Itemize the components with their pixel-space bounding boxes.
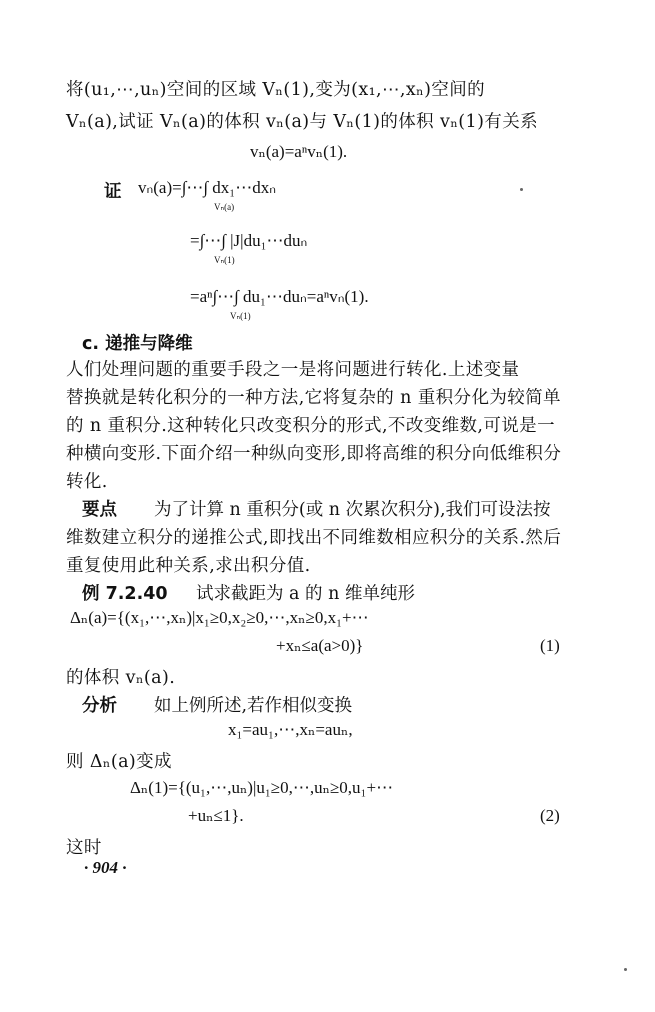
similarity-transform: x₁=au₁,⋯,xₙ=auₙ, (228, 720, 353, 739)
integral-subscript-3: Vₙ(1) (230, 311, 251, 321)
unit-simplex-line-1: Δₙ(1)={(u₁,⋯,uₙ)|u₁≥0,⋯,uₙ≥0,u₁+⋯ (130, 778, 394, 797)
para-line-2: 替换就是转化积分的一种方法,它将复杂的 n 重积分化为较简单 (66, 388, 561, 408)
transform-result-line: 则 Δₙ(a)变成 (66, 752, 172, 772)
example-label: 例 7.2.40 (82, 584, 168, 604)
then-line: 这时 (66, 838, 102, 858)
proof-step-3: =aⁿ∫⋯∫ du₁⋯duₙ=aⁿvₙ(1). (190, 287, 369, 306)
equation-relation: vₙ(a)=aⁿvₙ(1). (250, 142, 348, 161)
simplex-def-line-1: Δₙ(a)={(x₁,⋯,xₙ)|x₁≥0,x₂≥0,⋯,xₙ≥0,x₁+⋯ (70, 608, 369, 627)
section-heading: c. 递推与降维 (82, 334, 193, 354)
integral-subscript-2: Vₙ(1) (214, 255, 235, 265)
para-line-1: 人们处理问题的重要手段之一是将问题进行转化.上述变量 (66, 360, 520, 380)
equation-number-1: (1) (540, 636, 560, 655)
keypoint-line-3: 重复使用此种关系,求出积分值. (66, 556, 311, 576)
para-line-3: 的 n 重积分.这种转化只改变积分的形式,不改变维数,可说是一 (66, 416, 555, 436)
equation-number-2: (2) (540, 806, 560, 825)
unit-simplex-line-2: +uₙ≤1}. (188, 806, 244, 825)
text-line-2: Vₙ(a),试证 Vₙ(a)的体积 vₙ(a)与 Vₙ(1)的体积 vₙ(1)有关系 (66, 112, 538, 132)
page-number: · 904 · (84, 858, 127, 877)
para-line-4: 种横向变形.下面介绍一种纵向变形,即将高维的积分向低维积分 (66, 444, 562, 464)
text-line-1: 将(u₁,⋯,uₙ)空间的区域 Vₙ(1),变为(x₁,⋯,xₙ)空间的 (66, 80, 486, 100)
integral-subscript-1: Vₙ(a) (214, 202, 235, 212)
proof-step-2: =∫⋯∫ |J|du₁⋯duₙ (190, 231, 308, 250)
scan-speck (624, 968, 627, 971)
keypoint-label: 要点 (82, 500, 117, 520)
keypoint-line-2: 维数建立积分的递推公式,即找出不同维数相应积分的关系.然后 (66, 528, 562, 548)
example-text: 试求截距为 a 的 n 维单纯形 (196, 584, 415, 604)
proof-step-1: vₙ(a)=∫⋯∫ dx₁⋯dxₙ (138, 178, 276, 197)
analysis-text: 如上例所述,若作相似变换 (154, 696, 353, 716)
proof-label: 证 (104, 182, 122, 202)
volume-line: 的体积 vₙ(a). (66, 668, 176, 688)
analysis-label: 分析 (82, 696, 117, 716)
keypoint-line-1: 为了计算 n 重积分(或 n 次累次积分),我们可设法按 (154, 500, 551, 520)
scan-speck (520, 188, 523, 191)
simplex-def-line-2: +xₙ≤a(a>0)} (276, 636, 364, 655)
para-line-5: 转化. (66, 472, 108, 492)
